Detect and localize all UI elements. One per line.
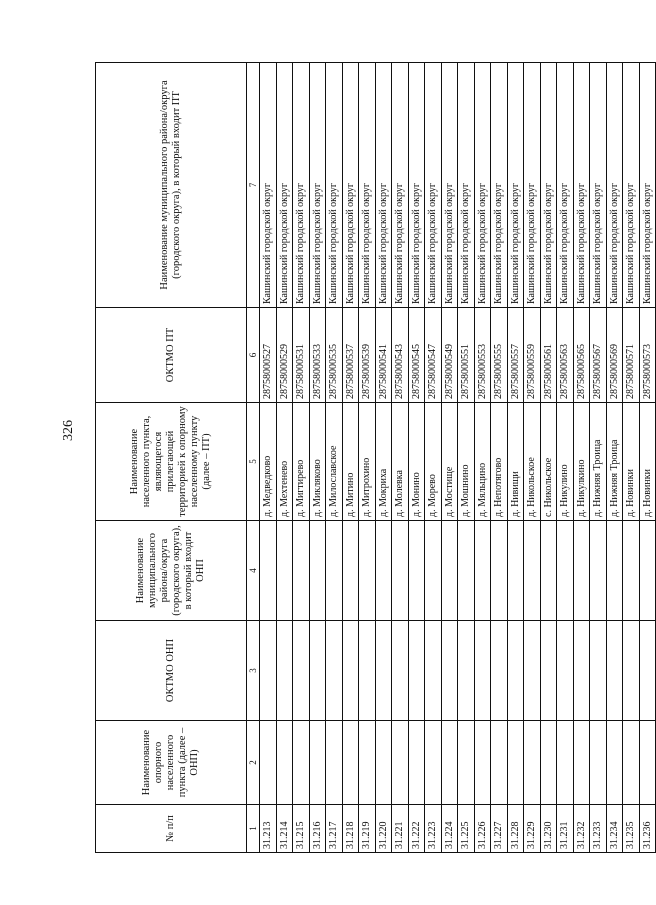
table-row [342, 63, 359, 853]
onp-district-cell [392, 521, 409, 621]
table-row [507, 63, 524, 853]
onp-oktmo-cell [359, 621, 376, 721]
row-number-cell: 31.235 [623, 805, 640, 853]
table-row [606, 63, 623, 853]
onp-district-cell [491, 521, 508, 621]
onp-name-cell [309, 721, 326, 805]
pt-oktmo-cell: 28758000573 [639, 308, 656, 403]
pt-district-cell: Кашинский городской округ [276, 63, 293, 308]
pt-district-cell: Кашинский городской округ [606, 63, 623, 308]
table-header [96, 63, 260, 853]
onp-district-cell [309, 521, 326, 621]
onp-oktmo-cell [392, 621, 409, 721]
onp-name-cell [441, 721, 458, 805]
onp-name-cell [359, 721, 376, 805]
pt-name-cell: д. Нижняя Троица [606, 403, 623, 521]
onp-district-cell [375, 521, 392, 621]
rotated-table-wrapper [95, 63, 653, 853]
pt-name-cell: д. Мостище [441, 403, 458, 521]
onp-district-cell [293, 521, 310, 621]
onp-name-cell [639, 721, 656, 805]
onp-name-cell [590, 721, 607, 805]
column-number-row [247, 63, 260, 853]
pt-name-cell: д. Митрохино [359, 403, 376, 521]
pt-oktmo-cell: 28758000549 [441, 308, 458, 403]
row-number-cell: 31.223 [425, 805, 442, 853]
pt-oktmo-cell: 28758000561 [540, 308, 557, 403]
pt-district-cell: Кашинский городской округ [623, 63, 640, 308]
column-header: Наименование муниципального района/округа (городского округа), в который входит ОНП [96, 521, 247, 621]
pt-name-cell: д. Нижняя Троица [590, 403, 607, 521]
column-header: Наименование опорного населенного пункта (далее – ОНП) [96, 721, 247, 805]
pt-name-cell: д. Митино [342, 403, 359, 521]
onp-district-cell [606, 521, 623, 621]
pt-name-cell: д. Новинки [623, 403, 640, 521]
onp-district-cell [474, 521, 491, 621]
pt-oktmo-cell: 28758000567 [590, 308, 607, 403]
onp-district-cell [408, 521, 425, 621]
row-number-cell: 31.224 [441, 805, 458, 853]
table-row [408, 63, 425, 853]
onp-name-cell [342, 721, 359, 805]
pt-district-cell: Кашинский городской округ [392, 63, 409, 308]
pt-oktmo-cell: 28758000547 [425, 308, 442, 403]
table-row [623, 63, 640, 853]
pt-oktmo-cell: 28758000557 [507, 308, 524, 403]
pt-oktmo-cell: 28758000553 [474, 308, 491, 403]
onp-district-cell [441, 521, 458, 621]
pt-district-cell: Кашинский городской округ [573, 63, 590, 308]
table-row [557, 63, 574, 853]
onp-oktmo-cell [276, 621, 293, 721]
row-number-cell: 31.215 [293, 805, 310, 853]
row-number-cell: 31.227 [491, 805, 508, 853]
onp-oktmo-cell [606, 621, 623, 721]
column-number: 7 [247, 63, 260, 308]
column-header: № п/п [96, 805, 247, 853]
pt-name-cell: д. Мокриха [375, 403, 392, 521]
pt-oktmo-cell: 28758000539 [359, 308, 376, 403]
pt-oktmo-cell: 28758000545 [408, 308, 425, 403]
row-number-cell: 31.228 [507, 805, 524, 853]
onp-name-cell [573, 721, 590, 805]
onp-district-cell [342, 521, 359, 621]
pt-name-cell: д. Мигтирево [293, 403, 310, 521]
table-row [293, 63, 310, 853]
row-number-cell: 31.232 [573, 805, 590, 853]
onp-district-cell [524, 521, 541, 621]
table-row [375, 63, 392, 853]
column-number: 5 [247, 403, 260, 521]
pt-name-cell: д. Микляково [309, 403, 326, 521]
onp-name-cell [408, 721, 425, 805]
row-number-cell: 31.231 [557, 805, 574, 853]
column-number: 6 [247, 308, 260, 403]
pt-district-cell: Кашинский городской округ [474, 63, 491, 308]
onp-district-cell [590, 521, 607, 621]
pt-district-cell: Кашинский городской округ [309, 63, 326, 308]
pt-oktmo-cell: 28758000527 [260, 308, 277, 403]
column-number: 1 [247, 805, 260, 853]
onp-name-cell [606, 721, 623, 805]
table-row [326, 63, 343, 853]
pt-name-cell: д. Никулино [557, 403, 574, 521]
pt-name-cell: д. Медведково [260, 403, 277, 521]
table-row [392, 63, 409, 853]
pt-district-cell: Кашинский городской округ [441, 63, 458, 308]
pt-name-cell: д. Новинки [639, 403, 656, 521]
onp-name-cell [458, 721, 475, 805]
pt-name-cell: д. Никулкино [573, 403, 590, 521]
row-number-cell: 31.219 [359, 805, 376, 853]
onp-district-cell [557, 521, 574, 621]
onp-district-cell [507, 521, 524, 621]
row-number-cell: 31.220 [375, 805, 392, 853]
pt-district-cell: Кашинский городской округ [408, 63, 425, 308]
row-number-cell: 31.229 [524, 805, 541, 853]
pt-name-cell: д. Милославское [326, 403, 343, 521]
onp-oktmo-cell [309, 621, 326, 721]
pt-district-cell: Кашинский городской округ [639, 63, 656, 308]
onp-name-cell [375, 721, 392, 805]
column-header: Наименование населенного пункта, являющегося прилегающей территорией к опорному населенному пункту (далее – ПТ) [96, 403, 247, 521]
table-row [639, 63, 656, 853]
pt-district-cell: Кашинский городской округ [425, 63, 442, 308]
pt-oktmo-cell: 28758000541 [375, 308, 392, 403]
pt-district-cell: Кашинский городской округ [557, 63, 574, 308]
row-number-cell: 31.233 [590, 805, 607, 853]
table-row [474, 63, 491, 853]
table-row [524, 63, 541, 853]
pt-district-cell: Кашинский городской округ [326, 63, 343, 308]
column-number: 3 [247, 621, 260, 721]
table-body [260, 63, 656, 853]
onp-name-cell [260, 721, 277, 805]
onp-name-cell [507, 721, 524, 805]
pt-district-cell: Кашинский городской округ [507, 63, 524, 308]
pt-oktmo-cell: 28758000543 [392, 308, 409, 403]
onp-oktmo-cell [474, 621, 491, 721]
column-header: ОКТМО ОНП [96, 621, 247, 721]
row-number-cell: 31.213 [260, 805, 277, 853]
onp-oktmo-cell [342, 621, 359, 721]
onp-oktmo-cell [590, 621, 607, 721]
pt-name-cell: д. Мехтенево [276, 403, 293, 521]
pt-name-cell: д. Нивищи [507, 403, 524, 521]
pt-oktmo-cell: 28758000555 [491, 308, 508, 403]
pt-district-cell: Кашинский городской округ [375, 63, 392, 308]
pt-district-cell: Кашинский городской округ [590, 63, 607, 308]
onp-district-cell [276, 521, 293, 621]
onp-district-cell [540, 521, 557, 621]
table-row [573, 63, 590, 853]
pt-oktmo-cell: 28758000531 [293, 308, 310, 403]
pt-name-cell: д. Мошнино [458, 403, 475, 521]
page-number: 326 [61, 420, 76, 441]
row-number-cell: 31.234 [606, 805, 623, 853]
table-row [276, 63, 293, 853]
onp-oktmo-cell [639, 621, 656, 721]
pt-oktmo-cell: 28758000569 [606, 308, 623, 403]
pt-oktmo-cell: 28758000529 [276, 308, 293, 403]
pt-district-cell: Кашинский городской округ [540, 63, 557, 308]
pt-name-cell: д. Никольское [524, 403, 541, 521]
pt-oktmo-cell: 28758000559 [524, 308, 541, 403]
table-row [425, 63, 442, 853]
pt-name-cell: д. Морево [425, 403, 442, 521]
onp-oktmo-cell [491, 621, 508, 721]
row-number-cell: 31.221 [392, 805, 409, 853]
column-header: Наименование муниципального района/округа (городского округа), в который входит ПТ [96, 63, 247, 308]
pt-district-cell: Кашинский городской округ [524, 63, 541, 308]
onp-oktmo-cell [623, 621, 640, 721]
pt-name-cell: с. Никольское [540, 403, 557, 521]
onp-name-cell [557, 721, 574, 805]
row-number-cell: 31.236 [639, 805, 656, 853]
row-number-cell: 31.226 [474, 805, 491, 853]
pt-district-cell: Кашинский городской округ [293, 63, 310, 308]
onp-name-cell [623, 721, 640, 805]
column-number: 4 [247, 521, 260, 621]
settlements-table [95, 62, 656, 853]
onp-district-cell [573, 521, 590, 621]
header-row [96, 63, 247, 853]
onp-oktmo-cell [507, 621, 524, 721]
pt-oktmo-cell: 28758000551 [458, 308, 475, 403]
onp-name-cell [293, 721, 310, 805]
onp-oktmo-cell [375, 621, 392, 721]
table-row [359, 63, 376, 853]
onp-district-cell [326, 521, 343, 621]
onp-oktmo-cell [573, 621, 590, 721]
onp-oktmo-cell [557, 621, 574, 721]
pt-district-cell: Кашинский городской округ [359, 63, 376, 308]
row-number-cell: 31.230 [540, 805, 557, 853]
row-number-cell: 31.216 [309, 805, 326, 853]
pt-district-cell: Кашинский городской округ [491, 63, 508, 308]
pt-district-cell: Кашинский городской округ [342, 63, 359, 308]
onp-name-cell [540, 721, 557, 805]
onp-name-cell [491, 721, 508, 805]
onp-oktmo-cell [441, 621, 458, 721]
pt-name-cell: д. Непотягово [491, 403, 508, 521]
table-row [441, 63, 458, 853]
onp-district-cell [425, 521, 442, 621]
pt-oktmo-cell: 28758000565 [573, 308, 590, 403]
pt-name-cell: д. Молевка [392, 403, 409, 521]
column-header: ОКТМО ПТ [96, 308, 247, 403]
pt-district-cell: Кашинский городской округ [458, 63, 475, 308]
onp-name-cell [524, 721, 541, 805]
onp-oktmo-cell [326, 621, 343, 721]
table-row [458, 63, 475, 853]
pt-name-cell: д. Монино [408, 403, 425, 521]
onp-name-cell [474, 721, 491, 805]
onp-oktmo-cell [260, 621, 277, 721]
onp-name-cell [392, 721, 409, 805]
pt-name-cell: д. Мяльцино [474, 403, 491, 521]
onp-oktmo-cell [524, 621, 541, 721]
pt-oktmo-cell: 28758000537 [342, 308, 359, 403]
row-number-cell: 31.222 [408, 805, 425, 853]
row-number-cell: 31.217 [326, 805, 343, 853]
pt-oktmo-cell: 28758000571 [623, 308, 640, 403]
onp-district-cell [458, 521, 475, 621]
pt-oktmo-cell: 28758000535 [326, 308, 343, 403]
onp-district-cell [359, 521, 376, 621]
onp-oktmo-cell [540, 621, 557, 721]
pt-oktmo-cell: 28758000563 [557, 308, 574, 403]
table-row [491, 63, 508, 853]
onp-district-cell [260, 521, 277, 621]
onp-name-cell [326, 721, 343, 805]
onp-oktmo-cell [458, 621, 475, 721]
row-number-cell: 31.214 [276, 805, 293, 853]
onp-name-cell [276, 721, 293, 805]
row-number-cell: 31.218 [342, 805, 359, 853]
onp-district-cell [623, 521, 640, 621]
onp-oktmo-cell [408, 621, 425, 721]
pt-district-cell: Кашинский городской округ [260, 63, 277, 308]
pt-oktmo-cell: 28758000533 [309, 308, 326, 403]
table-row [309, 63, 326, 853]
table-row [590, 63, 607, 853]
onp-oktmo-cell [293, 621, 310, 721]
onp-district-cell [639, 521, 656, 621]
row-number-cell: 31.225 [458, 805, 475, 853]
table-row [540, 63, 557, 853]
column-number: 2 [247, 721, 260, 805]
table-row [260, 63, 277, 853]
onp-name-cell [425, 721, 442, 805]
onp-oktmo-cell [425, 621, 442, 721]
